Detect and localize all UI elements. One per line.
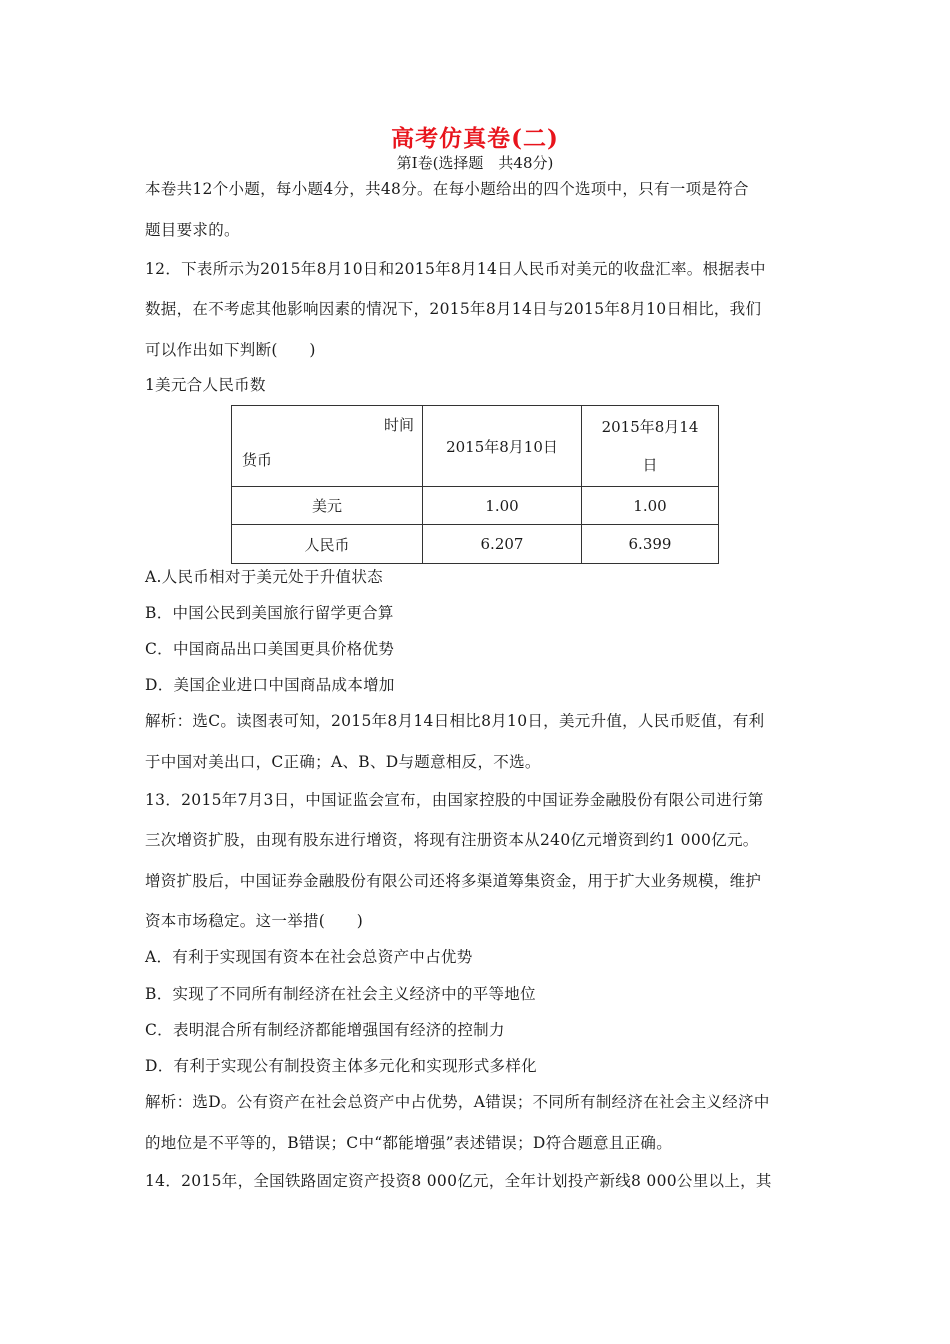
table-corner-cell <box>232 406 423 487</box>
section-subtitle: 第Ⅰ卷(选择题 共48分) <box>396 154 554 172</box>
q13-analysis-line: 解析：选D。公有资产在社会总资产中占优势，A错误；不同所有制经济在社会主义经济中 <box>145 1093 770 1111</box>
table-row <box>232 487 719 525</box>
q12-stem-line: 数据，在不考虑其他影响因素的情况下，2015年8月14日与2015年8月10日相比，我们 <box>145 300 762 318</box>
q12-option-a: A.人民币相对于美元处于升值状态 <box>145 568 383 586</box>
corner-label-time: 时间 <box>383 416 414 434</box>
q14-stem-line: 14．2015年，全国铁路固定资产投资8 000亿元，全年计划投产新线8 000公里以上，其 <box>145 1172 772 1190</box>
intro-line: 本卷共12个小题，每小题4分，共48分。在每小题给出的四个选项中，只有一项是符合 <box>145 180 749 198</box>
q13-stem-line: 增资扩股后，中国证券金融股份有限公司还将多渠道筹集资金，用于扩大业务规模，维护 <box>145 872 762 890</box>
q13-stem-line: 资本市场稳定。这一举措( ) <box>145 912 364 930</box>
value-cell: 6.399 <box>582 525 719 564</box>
exchange-rate-table <box>231 405 719 564</box>
currency-cell: 人民币 <box>232 525 423 564</box>
value-cell: 6.207 <box>423 525 582 564</box>
q12-stem-line: 12．下表所示为2015年8月10日和2015年8月14日人民币对美元的收盘汇率。根据表中 <box>145 260 766 278</box>
value-cell: 1.00 <box>423 487 582 525</box>
q13-option-b: B．实现了不同所有制经济在社会主义经济中的平等地位 <box>145 985 536 1003</box>
table-header-cell <box>582 406 719 487</box>
q12-option-c: C．中国商品出口美国更具价格优势 <box>145 640 395 658</box>
header-line: 2015年8月14 <box>601 418 699 436</box>
table-caption: 1美元合人民币数 <box>145 376 266 394</box>
q12-analysis-line: 解析：选C。读图表可知，2015年8月14日相比8月10日，美元升值，人民币贬值，有利 <box>145 712 765 730</box>
q13-stem-line: 三次增资扩股，由现有股东进行增资，将现有注册资本从240亿元增资到约1 000亿元。 <box>145 831 759 849</box>
value-cell: 1.00 <box>582 487 719 525</box>
q12-analysis-line: 于中国对美出口，C正确；A、B、D与题意相反，不选。 <box>145 753 541 771</box>
header-line: 日 <box>642 456 658 474</box>
currency-cell: 美元 <box>232 487 423 525</box>
table-header-cell: 2015年8月10日 <box>423 406 582 487</box>
q13-analysis-line: 的地位是不平等的，B错误；C中“都能增强”表述错误；D符合题意且正确。 <box>145 1134 673 1152</box>
q13-option-c: C．表明混合所有制经济都能增强国有经济的控制力 <box>145 1021 505 1039</box>
page-title: 高考仿真卷(二) <box>391 125 559 152</box>
corner-label-currency: 货币 <box>242 451 273 469</box>
q12-option-b: B．中国公民到美国旅行留学更合算 <box>145 604 394 622</box>
q13-option-a: A．有利于实现国有资本在社会总资产中占优势 <box>145 948 473 966</box>
q13-stem-line: 13．2015年7月3日，中国证监会宣布，由国家控股的中国证券金融股份有限公司进行第 <box>145 791 764 809</box>
q13-option-d: D．有利于实现公有制投资主体多元化和实现形式多样化 <box>145 1057 537 1075</box>
q12-stem-line: 可以作出如下判断( ) <box>145 341 316 359</box>
table-row <box>232 525 719 564</box>
intro-line: 题目要求的。 <box>145 221 240 239</box>
q12-option-d: D．美国企业进口中国商品成本增加 <box>145 676 395 694</box>
